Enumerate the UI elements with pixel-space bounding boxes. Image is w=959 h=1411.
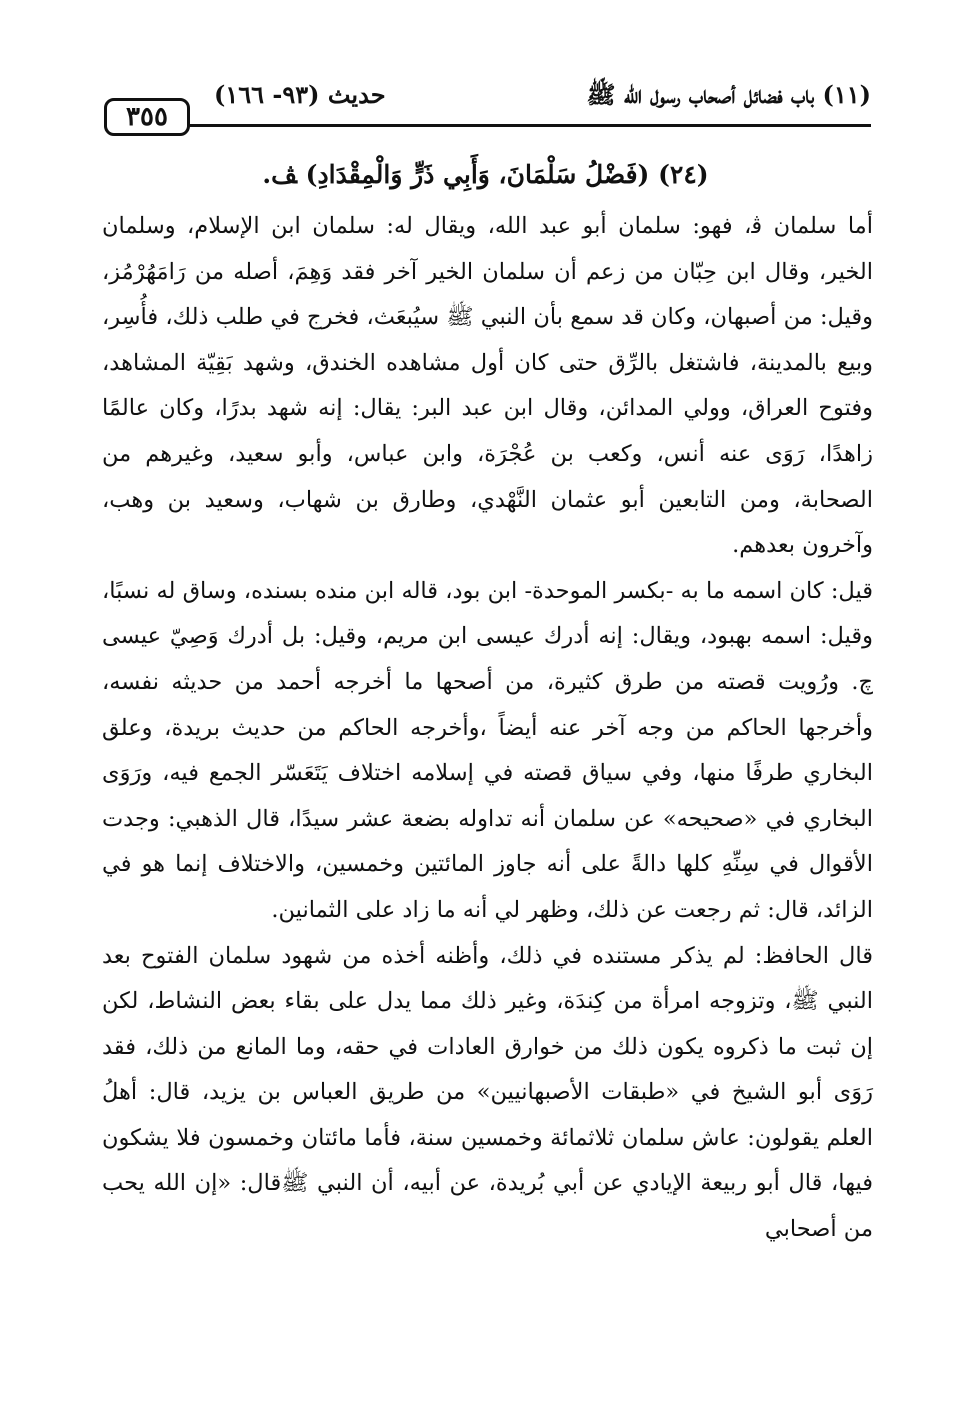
hadith-range: حديث (٩٣- ١٦٦): [214, 80, 386, 109]
paragraph-salman-bio: أما سلمان ﭬ، فهو: سلمان أبو عبد الله، ويقال له: سلمان ابن الإسلام، وسلمان الخير، وقال ابن حِبّان من زعم أن سلمان الخير آخر فقد وَهِمَ، أصله من رَامَهُرْمُز، وقيل: من أصبهان، وكان قد سمع بأن النبي ﷺ سيُبعَث، فخرج في طلب ذلك، فأُسِر، وبيع بالمدينة، فاشتغل بالرِّق حتى كان أول مشاهده الخندق، وشهد بَقِيّة المشاهد، وفتوح العراق، وولي المدائن، وقال ابن عبد البر: يقال: إنه شهد بدرًا، وكان عالمًا زاهدًا، رَوَى عنه أنس، وكعب بن عُجْرَة، وابن عباس، وأبو سعيد، وغيرهم من الصحابة، ومن التابعين أبو عثمان النَّهْدي، وطارق بن شهاب، وسعيد بن وهب، وآخرون بعدهم.: [102, 213, 873, 559]
header-rule: [190, 124, 871, 127]
paragraph-salman-name-age: قيل: كان اسمه ما به -بكسر الموحدة- ابن بود، قاله ابن منده بسنده، وساق له نسبًا، وقيل: اسمه بهبود، ويقال: إنه أدرك عيسى ابن مريم، وقيل: بل أدرك وَصِيّ عيسى ﭺ. ورُويت قصته من طرق كثيرة، من أصحها ما أخرجه أحمد من حديثه نفسه، وأخرجها الحاكم من وجه آخر عنه أيضاً ،وأخرجه الحاكم من حديث بريدة، وعلق البخاري طرفًا منها، وفي سياق قصته في إسلامه اختلاف يَتَعَسّر الجمع فيه، ورَوَى البخاري في «صحيحه» عن سلمان أنه تداوله بضعة عشر سيدًا، قال الذهبي: وجدت الأقوال في سِنِّهِ كلها دالةً على أنه جاوز المائتين وخمسين، والاختلاف إنما هو في الزائد، قال: ثم رجعت عن ذلك، وظهر لي أنه ما زاد على الثمانين.: [102, 577, 873, 923]
chapter-title: (١١) باب فضائل أصحاب رسول الله ﷺ: [586, 80, 871, 109]
paragraph-hafiz-comment: قال الحافظ: لم يذكر مستنده في ذلك، وأظنه أخذه من شهود سلمان الفتوح بعد النبي ﷺ، وتزوجه امرأة من كِندَة، وغير ذلك مما يدل على بقاء بعض النشاط، لكن إن ثبت ما ذكروه يكون ذلك من خوارق العادات في حقه، وما المانع من ذلك، فقد رَوَى أبو الشيخ في «طبقات الأصبهانيين» من طريق العباس بن يزيد، قال: أهلُ العلم يقولون: عاش سلمان ثلاثمائة وخمسين سنة، فأما مائتان وخمسون فلا يشكون فيها، قال أبو ربيعة الإيادي عن أبي بُريدة، عن أبيه، أن النبي ﷺقال: «إن الله يحب من أصحابي: [102, 942, 873, 1243]
page-number: ٣٥٥: [104, 98, 190, 136]
body-text: [102, 204, 873, 1253]
section-title: (٢٤) (فَضْلُ سَلْمَانَ، وَأَبِي ذَرٍّ وَالْمِقْدَادِ) ﭫ.: [262, 160, 709, 189]
running-header: [104, 80, 871, 144]
